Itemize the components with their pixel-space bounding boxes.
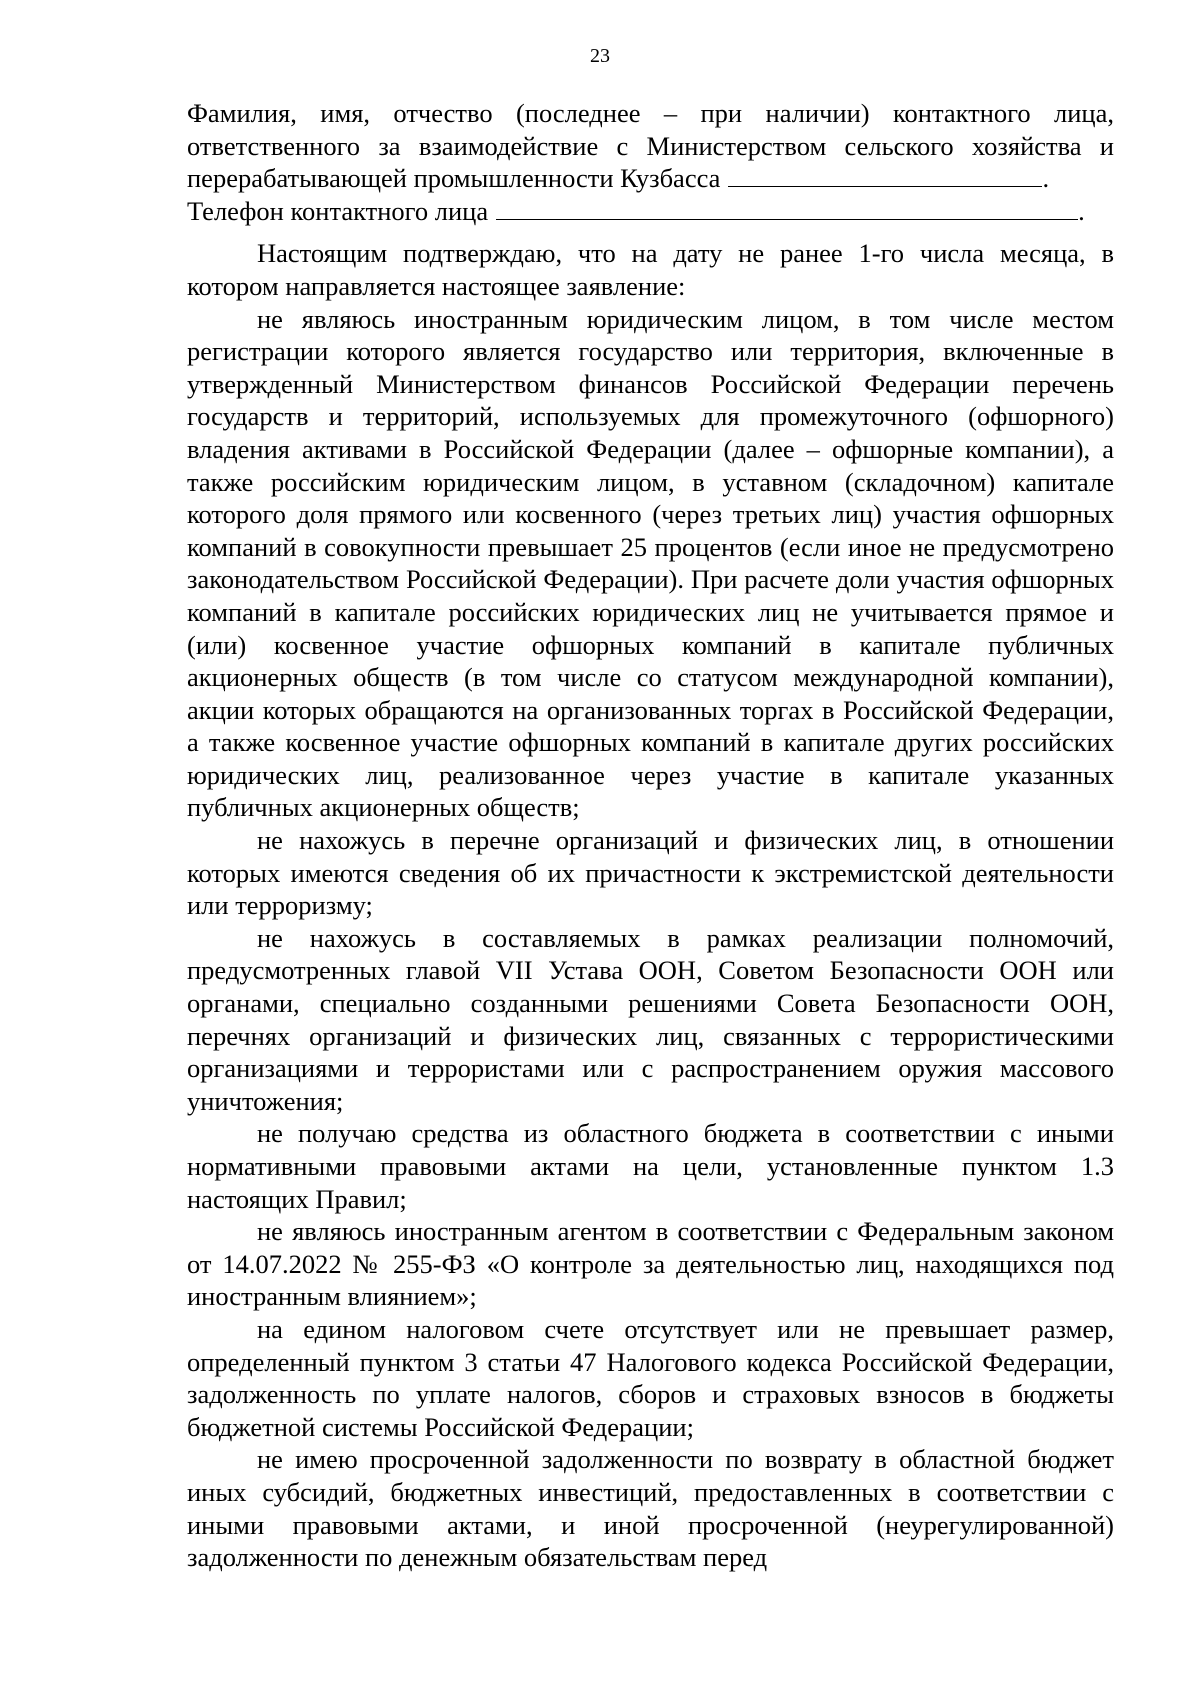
line-end: .	[1078, 195, 1085, 226]
paragraph-confirmation: Настоящим подтверждаю, что на дату не ранее 1-го числа месяца, в котором направляется настоящее заявление:	[187, 238, 1114, 301]
page-number: 23	[590, 45, 610, 67]
document-body	[187, 97, 1114, 1574]
contact-name-line	[187, 97, 1114, 195]
paragraph-overdue-debt: не имею просроченной задолженности по возврату в областной бюджет иных субсидий, бюджетных инвестиций, предоставленных в соответствии с иными правовыми актами, и иной просроченной (неурегулированной) задолженности по денежным обязательствам перед	[187, 1444, 1114, 1573]
spacer	[187, 227, 1114, 237]
line-end: .	[1042, 163, 1050, 194]
contact-phone-blank[interactable]	[496, 195, 1078, 220]
paragraph-un-lists: не нахожусь в составляемых в рамках реализации полномочий, предусмотренных главой VII Устава ООН, Советом Безопасности ООН или органами, специально созданными решениями Совета Безопасности ООН, перечнях организаций и физических лиц, связанных с террористическими организациями и террористами или с распространением оружия массового уничтожения;	[187, 922, 1114, 1116]
paragraph-budget-funds: не получаю средства из областного бюджета в соответствии с иными нормативными правовыми актами на цели, установленные пунктом 1.3 настоящих Правил;	[187, 1118, 1114, 1214]
contact-name-label: Фамилия, имя, отчество (последнее – при наличии) контактного лица, ответственного за взаимодействие с Министерством сельского хозяйства и перерабатывающей промышленности Кузбасса	[187, 98, 1114, 194]
paragraph-extremism-list: не нахожусь в перечне организаций и физических лиц, в отношении которых имеются сведения об их причастности к экстремистской деятельности или терроризму;	[187, 825, 1114, 921]
paragraph-tax-debt: на едином налоговом счете отсутствует или не превышает размер, определенный пунктом 3 статьи 47 Налогового кодекса Российской Федерации, задолженность по уплате налогов, сборов и страховых взносов в бюджеты бюджетной системы Российской Федерации;	[187, 1313, 1114, 1442]
contact-name-blank[interactable]	[728, 162, 1042, 187]
contact-phone-line	[187, 195, 1114, 228]
paragraph-offshore: не являюсь иностранным юридическим лицом, в том числе местом регистрации которого является государство или территория, включенные в утвержденный Министерством финансов Российской Федерации перечень государств и территорий, используемых для промежуточного (офшорного) владения активами в Российской Федерации (далее – офшорные компании), а также российским юридическим лицом, в уставном (складочном) капитале которого доля прямого или косвенного (через третьих лиц) участия офшорных компаний в совокупности превышает 25 процентов (если иное не предусмотрено законодательством Российской Федерации). При расчете доли участия офшорных компаний в капитале российских юридических лиц не учитывается прямое и (или) косвенное участие офшорных компаний в капитале публичных акционерных обществ (в том числе со статусом международной компании), акции которых обращаются на организованных торгах в Российской Федерации, а также косвенное участие офшорных компаний в капитале других российских юридических лиц, реализованное через участие в капитале указанных публичных акционерных обществ;	[187, 303, 1114, 823]
paragraph-foreign-agent: не являюсь иностранным агентом в соответствии с Федеральным законом от 14.07.2022 № 255-ФЗ «О контроле за деятельностью лиц, находящихся под иностранным влиянием»;	[187, 1216, 1114, 1312]
contact-phone-label: Телефон контактного лица	[187, 195, 489, 226]
